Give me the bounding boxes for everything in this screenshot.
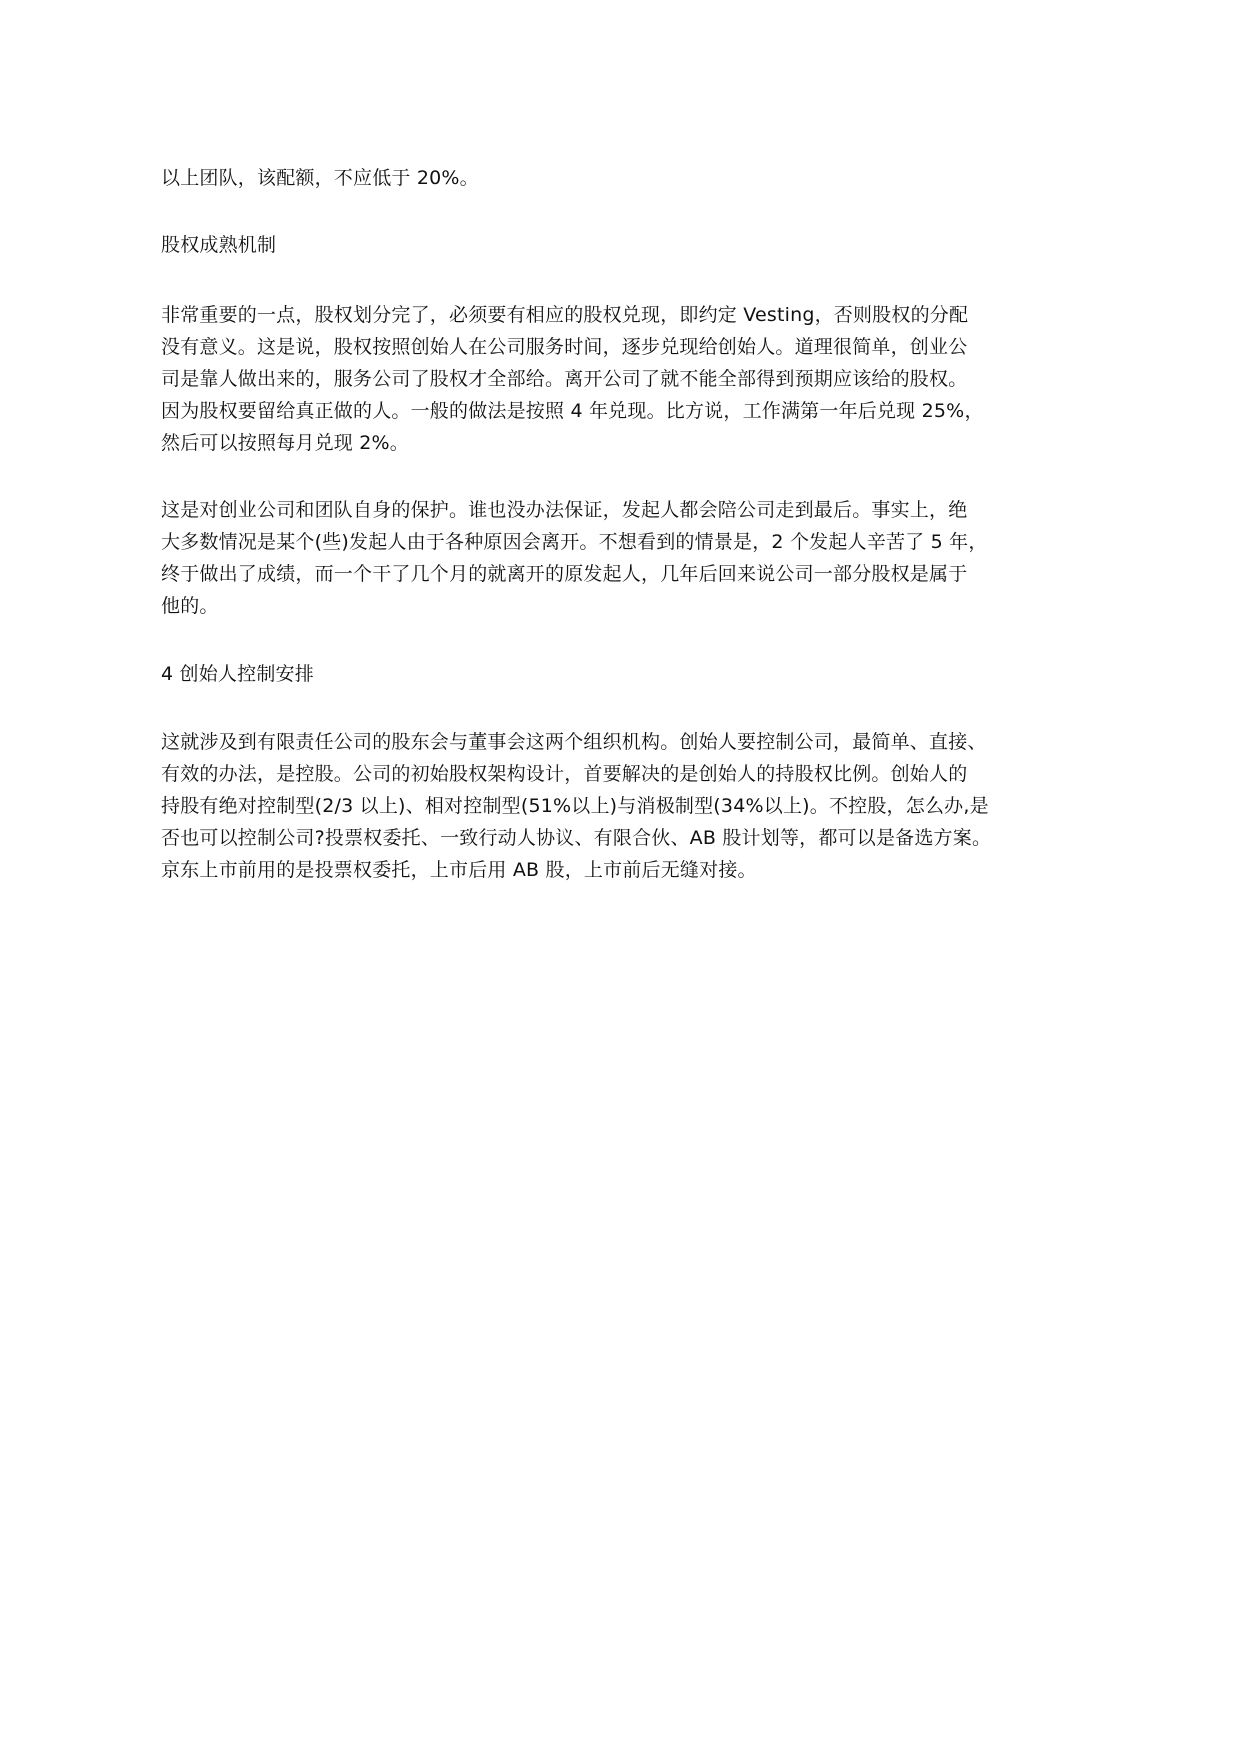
text-line: 他的。 [161,595,219,617]
paragraph-vesting-protection [161,494,1081,622]
document-body [161,162,1081,886]
text-line: 没有意义。这是说，股权按照创始人在公司服务时间，逐步兑现给创始人。道理很简单，创业公 [161,336,968,358]
text-line: 这是对创业公司和团队自身的保护。谁也没办法保证，发起人都会陪公司走到最后。事实上，绝 [161,499,968,521]
text-line: 这就涉及到有限责任公司的股东会与董事会这两个组织机构。创始人要控制公司，最简单、直接、 [161,731,987,753]
text-line: 大多数情况是某个(些)发起人由于各种原因会离开。不想看到的情景是，2 个发起人辛苦了 5 年， [161,531,988,553]
text-line: 否也可以控制公司?投票权委托、一致行动人协议、有限合伙、AB 股计划等，都可以是备选方案。 [161,827,992,849]
section-heading-vesting: 股权成熟机制 [161,234,277,256]
text-line: 然后可以按照每月兑现 2%。 [161,432,409,454]
paragraph-vesting-explanation [161,299,1081,459]
text-line: 持股有绝对控制型(2/3 以上)、相对控制型(51%以上)与消极制型(34%以上)。不控股，怎么办,是 [161,795,989,817]
text-line: 终于做出了成绩，而一个干了几个月的就离开的原发起人，几年后回来说公司一部分股权是属于 [161,563,968,585]
section-heading-founder-control: 4 创始人控制安排 [161,663,314,685]
text-line: 非常重要的一点，股权划分完了，必须要有相应的股权兑现，即约定 Vesting，否则股权的分配 [161,304,969,326]
text-line: 京东上市前用的是投票权委托，上市后用 AB 股，上市前后无缝对接。 [161,859,757,881]
paragraph-founder-control [161,726,1081,886]
text-line: 有效的办法，是控股。公司的初始股权架构设计，首要解决的是创始人的持股权比例。创始人的 [161,763,968,785]
text-line: 司是靠人做出来的，服务公司了股权才全部给。离开公司了就不能全部得到预期应该给的股权。 [161,368,968,390]
text-line: 因为股权要留给真正做的人。一般的做法是按照 4 年兑现。比方说，工作满第一年后兑现 25%， [161,400,984,422]
paragraph-team-quota [161,162,1081,194]
text-line: 以上团队，该配额，不应低于 20%。 [161,167,479,189]
